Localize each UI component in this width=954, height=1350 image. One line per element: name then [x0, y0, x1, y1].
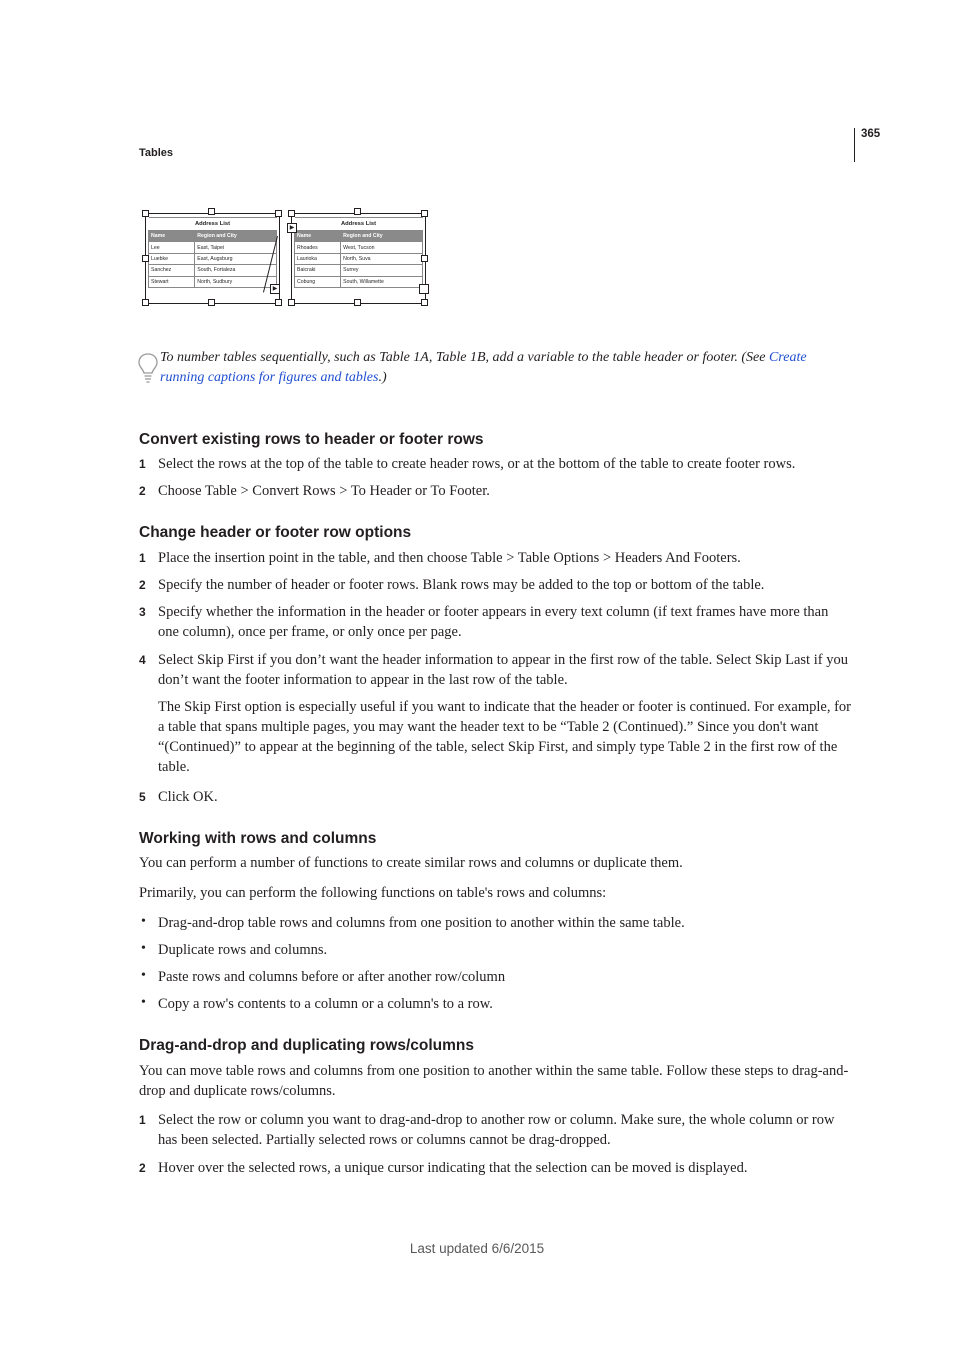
step-number: 3 [139, 605, 146, 619]
selection-handle[interactable] [354, 208, 361, 215]
step-note: The Skip First option is especially useful if you want to indicate that the header or footer is continued. For example, for a table that spans multiple pages, you may want the header text to be “Table 2 (Continued).” Since you don't want “(Continued)” to appear at the beginning of the table, select Skip First, and simply type Table 2 in the first row of the table. [158, 699, 852, 775]
heading-drag-and-drop: Drag-and-drop and duplicating rows/columns [139, 1037, 474, 1054]
table-cell: North, Suva [341, 253, 423, 264]
selection-handle[interactable] [208, 299, 215, 306]
table-row [149, 276, 277, 287]
paragraph: You can perform a number of functions to create similar rows and columns or duplicate them. [139, 855, 683, 871]
table-cell: Rhoades [295, 242, 341, 253]
bullet-icon: • [141, 914, 146, 929]
selection-handle[interactable] [275, 299, 282, 306]
step-text: Select the row or column you want to drag-and-drop to another row or column. Make sure, the whole column or row has been selected. Partially selected rows or columns cannot be drag-dropped. [158, 1112, 835, 1148]
step-number: 1 [139, 1113, 146, 1127]
column-header: Name [295, 231, 341, 242]
list-item: Paste rows and columns before or after another row/column [158, 969, 506, 985]
column-header: Region and City [341, 231, 423, 242]
table-cell: Stewart [149, 276, 195, 287]
step-text: Specify the number of header or footer rows. Blank rows may be added to the top or bottom of the table. [158, 577, 765, 593]
paragraph: Primarily, you can perform the following functions on table's rows and columns: [139, 885, 607, 901]
step-text: Place the insertion point in the table, and then choose Table > Table Options > Headers And Footers. [158, 550, 741, 566]
table-row [295, 242, 423, 253]
selection-handle[interactable] [142, 255, 149, 262]
text-frame-b [291, 213, 426, 304]
lightbulb-icon [138, 352, 158, 384]
bullet-icon: • [141, 968, 146, 983]
page-number: 365 [861, 128, 881, 140]
heading-convert-rows: Convert existing rows to header or footer rows [139, 431, 484, 448]
selection-handle[interactable] [421, 210, 428, 217]
list-item: Drag-and-drop table rows and columns from one position to another within the same table. [158, 915, 685, 931]
table-row [295, 253, 423, 264]
empty-out-port-icon[interactable] [419, 284, 429, 294]
table-cell: Sanchez [149, 265, 195, 276]
section-title: Tables [139, 147, 174, 159]
table-cell: South, Willamette [341, 276, 423, 287]
selection-handle[interactable] [142, 299, 149, 306]
header-divider [854, 128, 855, 162]
table-row [149, 253, 277, 264]
table-row [295, 276, 423, 287]
step-text: Hover over the selected rows, a unique cursor indicating that the selection can be moved is displayed. [158, 1160, 748, 1176]
column-header: Name [149, 231, 195, 242]
threaded-tables-figure [139, 206, 435, 308]
selection-handle[interactable] [208, 208, 215, 215]
bullet-icon: • [141, 995, 146, 1010]
table-cell: West, Tucson [341, 242, 423, 253]
selection-handle[interactable] [288, 210, 295, 217]
step-number: 2 [139, 484, 146, 498]
bullet-icon: • [141, 941, 146, 956]
step-text: Select the rows at the top of the table to create header rows, or at the bottom of the table to create footer rows. [158, 456, 796, 472]
address-table-a [148, 217, 277, 288]
table-cell: Surrey [341, 265, 423, 276]
step-text: Choose Table > Convert Rows > To Header or To Footer. [158, 483, 490, 499]
tip-text-after: .) [378, 370, 387, 385]
heading-change-options: Change header or footer row options [139, 524, 412, 541]
selection-handle[interactable] [421, 299, 428, 306]
table-row [149, 242, 277, 253]
step-number: 4 [139, 653, 146, 667]
table-cell: East, Taipei [195, 242, 277, 253]
step-number: 1 [139, 551, 146, 565]
table-caption: Address List [295, 218, 423, 231]
step-number: 5 [139, 790, 146, 804]
selection-handle[interactable] [354, 299, 361, 306]
list-item: Duplicate rows and columns. [158, 942, 328, 958]
text-frame-a [145, 213, 280, 304]
selection-handle[interactable] [142, 210, 149, 217]
step-number: 2 [139, 1161, 146, 1175]
table-cell: Baicraki [295, 265, 341, 276]
table-cell: Lee [149, 242, 195, 253]
table-cell: Cobung [295, 276, 341, 287]
last-updated-footer: Last updated 6/6/2015 [409, 1241, 545, 1256]
selection-handle[interactable] [421, 255, 428, 262]
table-cell: Laurioka [295, 253, 341, 264]
selection-handle[interactable] [275, 210, 282, 217]
table-cell: South, Fortaleza [195, 265, 277, 276]
table-cell: North, Sudbury [195, 276, 277, 287]
heading-working-rows-columns: Working with rows and columns [139, 830, 377, 847]
table-caption: Address List [149, 218, 277, 231]
list-item: Copy a row's contents to a column or a column's to a row. [158, 996, 493, 1012]
tip-text-before: To number tables sequentially, such as Table 1A, Table 1B, add a variable to the table header or footer. (See [160, 350, 769, 365]
tip-text [160, 348, 850, 388]
step-text: Click OK. [158, 789, 218, 805]
step-text: Specify whether the information in the header or footer appears in every text column (if text frames have more than one column), once per frame, or only once per page. [158, 604, 829, 640]
out-port-icon[interactable]: ▶ [270, 284, 280, 294]
in-port-icon[interactable]: ▶ [287, 223, 297, 233]
step-number: 1 [139, 457, 146, 471]
address-table-b [294, 217, 423, 288]
table-cell: East, Augsburg [195, 253, 277, 264]
table-cell: Luebke [149, 253, 195, 264]
table-row [149, 265, 277, 276]
step-text: Select Skip First if you don’t want the header information to appear in the first row of the table. Select Skip Last if you don’t want the footer information to appear in the last row of the table. [158, 652, 848, 688]
selection-handle[interactable] [288, 299, 295, 306]
column-header: Region and City [195, 231, 277, 242]
table-row [295, 265, 423, 276]
running-captions-link[interactable]: Create running captions for figures and tables [160, 350, 807, 385]
step-number: 2 [139, 578, 146, 592]
paragraph: You can move table rows and columns from one position to another within the same table. Follow these steps to drag-and-drop and duplicate rows/columns. [139, 1063, 849, 1099]
